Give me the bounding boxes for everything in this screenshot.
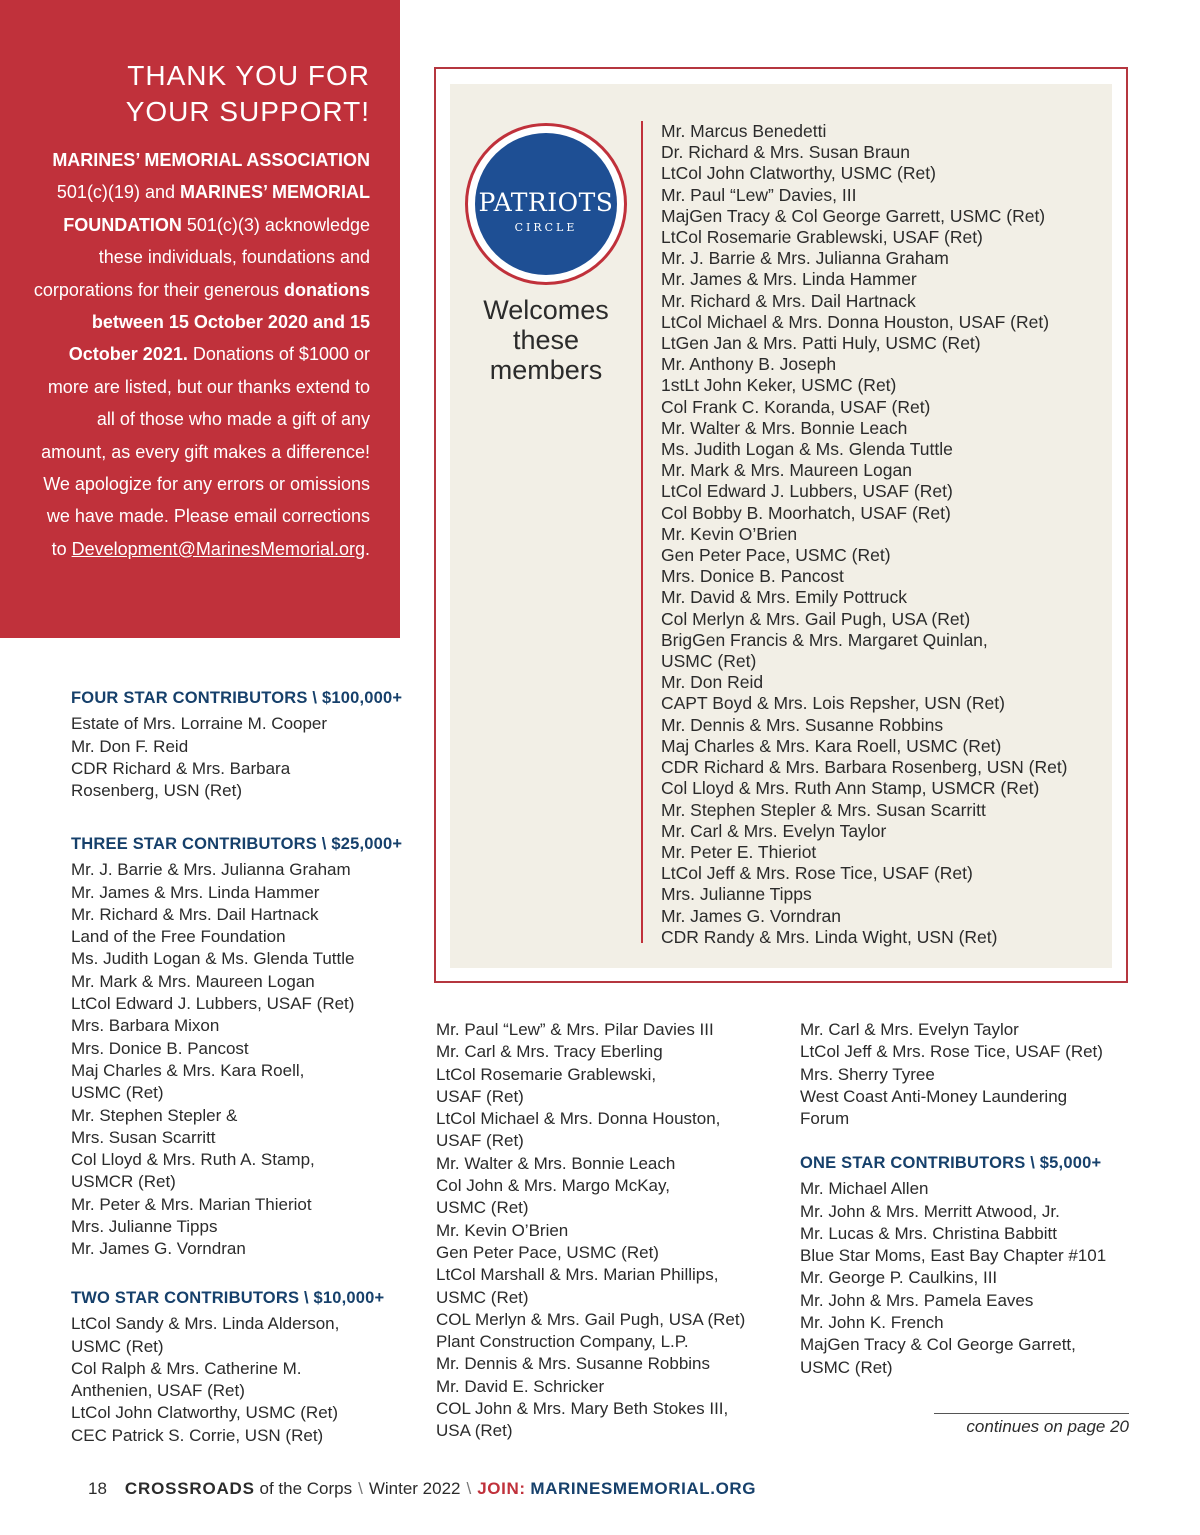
list-item (71, 993, 402, 1015)
list-item-line: Mr. George P. Caulkins, III (800, 1268, 998, 1288)
list-item-line: LtCol John Clatworthy, USMC (Ret) (661, 163, 936, 184)
page-footer (88, 1479, 756, 1499)
list-item-line: Mr. Peter & Mrs. Marian Thieriot (71, 1194, 312, 1214)
list-item (661, 397, 1068, 418)
list-item (71, 1038, 402, 1060)
list-item-line: Mr. Anthony B. Joseph (661, 354, 837, 375)
patriots-circle-badge (465, 123, 627, 285)
list-item (661, 800, 1068, 821)
list-item (661, 757, 1068, 778)
one-star-heading: ONE STAR CONTRIBUTORS \ $5,000+ (800, 1154, 1102, 1172)
ack-part-3: 501(c)(3) acknowledge these individuals, foundations and corporations for their generous (33, 214, 370, 300)
list-item (71, 1216, 402, 1238)
list-item-line: LtCol Michael & Mrs. Donna Houston, (436, 1109, 721, 1129)
list-item-line: USAF (Ret) (436, 1086, 524, 1106)
list-item-line: Mr. Richard & Mrs. Dail Hartnack (71, 904, 319, 924)
list-item-line: Mr. Don Reid (661, 672, 764, 693)
three-star-heading: THREE STAR CONTRIBUTORS \ $25,000+ (71, 835, 403, 853)
list-item (436, 1264, 745, 1309)
list-item (71, 1313, 384, 1358)
list-item-line: Mr. Carl & Mrs. Evelyn Taylor (800, 1020, 1019, 1039)
list-item-line: COL Merlyn & Mrs. Gail Pugh, USA (Ret) (436, 1309, 746, 1329)
list-item (800, 1290, 1106, 1312)
list-item-line: Mr. Richard & Mrs. Dail Hartnack (661, 290, 916, 311)
list-item-line: LtCol Rosemarie Grablewski, (436, 1064, 657, 1084)
list-item (71, 1358, 384, 1403)
list-item-line: Col John & Mrs. Margo McKay, (436, 1176, 670, 1196)
list-item-line: Mr. David & Mrs. Emily Pottruck (661, 587, 908, 608)
badge-inner-circle (475, 133, 617, 275)
ack-part-5: Donations of $1000 or more are listed, but our thanks extend to all of those who made a gift of any amount, as every gift makes a difference! We apologize for any errors or omissions we have made. Please email corrections to (41, 344, 370, 559)
four-star-list (71, 713, 402, 802)
list-item (661, 842, 1068, 863)
list-item-line: CEC Patrick S. Corrie, USN (Ret) (71, 1425, 324, 1445)
list-item-line: Mrs. Donice B. Pancost (71, 1038, 249, 1058)
list-item (661, 269, 1068, 290)
list-item (661, 609, 1068, 630)
list-item-line: Col Ralph & Mrs. Catherine M. (71, 1358, 302, 1378)
issue-label: Winter 2022 (368, 1479, 461, 1498)
list-item-line: Mrs. Susan Scarritt (71, 1127, 216, 1147)
website-link[interactable]: MARINESMEMORIAL.ORG (530, 1479, 757, 1498)
two-star-continued-list (436, 1019, 745, 1443)
list-item-line: USMCR (Ret) (71, 1172, 176, 1192)
list-item (661, 821, 1068, 842)
list-item (661, 375, 1068, 396)
list-item-line: Mr. Don F. Reid (71, 736, 189, 756)
list-item-line: Maj Charles & Mrs. Kara Roell, (71, 1060, 305, 1080)
list-item-line: Gen Peter Pace, USMC (Ret) (661, 545, 891, 566)
list-item (661, 524, 1068, 545)
red-divider-line (641, 121, 643, 943)
list-item (661, 778, 1068, 799)
list-item-line: USMC (Ret) (661, 651, 757, 672)
list-item (436, 1041, 745, 1063)
list-item-line: Mr. Kevin O’Brien (661, 523, 798, 544)
ack-part-1: 501(c)(19) and (56, 182, 180, 203)
list-item-line: Gen Peter Pace, USMC (Ret) (436, 1242, 659, 1262)
list-item-line: Mrs. Donice B. Pancost (661, 566, 844, 587)
acknowledgement-text (30, 144, 370, 565)
list-item (71, 1015, 402, 1037)
list-item-line: Col Frank C. Koranda, USAF (Ret) (661, 396, 931, 417)
thank-you-panel (0, 0, 400, 638)
list-item (661, 291, 1068, 312)
list-item (661, 418, 1068, 439)
email-suffix: . (364, 538, 370, 559)
list-item (661, 545, 1068, 566)
list-item-line: Mr. Walter & Mrs. Bonnie Leach (436, 1153, 676, 1173)
continues-note: continues on page 20 (966, 1417, 1129, 1436)
list-item (661, 460, 1068, 481)
list-item (71, 1105, 402, 1150)
list-item (71, 1060, 402, 1105)
list-item-line: LtCol Jeff & Mrs. Rose Tice, USAF (Ret) (800, 1042, 1103, 1062)
list-item-line: Mr. Carl & Mrs. Evelyn Taylor (661, 820, 887, 841)
patriots-members-list (661, 121, 1068, 948)
list-item (661, 566, 1068, 587)
footer-separator-1: \ (358, 1479, 363, 1498)
list-item (71, 859, 402, 881)
list-item-line: LtCol Sandy & Mrs. Linda Alderson, (71, 1314, 340, 1334)
list-item-line: Estate of Mrs. Lorraine M. Cooper (71, 714, 328, 734)
list-item-line: Col Merlyn & Mrs. Gail Pugh, USA (Ret) (661, 608, 971, 629)
list-item (661, 121, 1068, 142)
list-item (436, 1353, 745, 1375)
corrections-email-link[interactable]: Development@MarinesMemorial.org (71, 538, 365, 559)
list-item-line: Col Bobby B. Moorhatch, USAF (Ret) (661, 502, 951, 523)
page-number: 18 (88, 1479, 107, 1498)
list-item (661, 481, 1068, 502)
list-item-line: Maj Charles & Mrs. Kara Roell, USMC (Ret) (661, 735, 1002, 756)
list-item (661, 227, 1068, 248)
list-item-line: West Coast Anti-Money Laundering (800, 1086, 1068, 1106)
list-item (71, 713, 402, 735)
list-item (661, 439, 1068, 460)
list-item-line: Mr. Lucas & Mrs. Christina Babbitt (800, 1223, 1057, 1243)
list-item (436, 1376, 745, 1398)
list-item-line: USMC (Ret) (800, 1357, 893, 1377)
list-item-line: BrigGen Francis & Mrs. Margaret Quinlan, (661, 629, 988, 650)
list-item-line: Mr. J. Barrie & Mrs. Julianna Graham (661, 248, 949, 269)
join-label: JOIN: (477, 1479, 526, 1498)
list-item-line: LtGen Jan & Mrs. Patti Huly, USMC (Ret) (661, 333, 981, 354)
list-item (661, 248, 1068, 269)
list-item (800, 1223, 1106, 1245)
list-item (436, 1175, 745, 1220)
list-item-line: Mr. Michael Allen (800, 1179, 929, 1199)
list-item (436, 1153, 745, 1175)
thank-you-title (30, 58, 370, 130)
list-item (71, 1149, 402, 1194)
list-item (71, 882, 402, 904)
list-item (71, 736, 402, 758)
four-star-heading: FOUR STAR CONTRIBUTORS \ $100,000+ (71, 689, 403, 707)
list-item (800, 1267, 1106, 1289)
list-item-line: USA (Ret) (436, 1421, 513, 1441)
list-item-line: LtCol Jeff & Mrs. Rose Tice, USAF (Ret) (661, 863, 973, 884)
list-item-line: LtCol Marshall & Mrs. Marian Phillips, (436, 1265, 719, 1285)
list-item-line: LtCol John Clatworthy, USMC (Ret) (71, 1403, 339, 1423)
ack-part-2: MARINES’ MEMORIAL FOUNDATION (63, 182, 370, 235)
list-item-line: Mrs. Sherry Tyree (800, 1064, 935, 1084)
list-item-line: USMC (Ret) (436, 1198, 529, 1218)
welcome-line-2: these (512, 325, 580, 355)
list-item-line: Mr. Paul “Lew” Davies, III (661, 184, 857, 205)
list-item-line: Mr. Carl & Mrs. Tracy Eberling (436, 1042, 663, 1062)
list-item (436, 1309, 745, 1331)
list-item-line: Dr. Richard & Mrs. Susan Braun (661, 142, 910, 163)
list-item-line: Mr. James & Mrs. Linda Hammer (661, 269, 917, 290)
magazine-name: CROSSROADS (124, 1479, 255, 1498)
list-item-line: LtCol Rosemarie Grablewski, USAF (Ret) (661, 227, 983, 248)
list-item-line: Mr. Mark & Mrs. Maureen Logan (71, 971, 315, 991)
list-item-line: Mr. Stephen Stepler & (71, 1105, 238, 1125)
list-item (436, 1242, 745, 1264)
list-item (71, 904, 402, 926)
list-item (661, 333, 1068, 354)
list-item-line: Rosenberg, USN (Ret) (71, 781, 243, 801)
list-item (71, 926, 402, 948)
list-item-line: Mr. Peter E. Thieriot (661, 841, 817, 862)
welcome-line-1: Welcomes (483, 295, 609, 325)
list-item-line: Mr. Stephen Stepler & Mrs. Susan Scarritt (661, 799, 986, 820)
list-item-line: Col Lloyd & Mrs. Ruth Ann Stamp, USMCR (Ret) (661, 778, 1040, 799)
list-item (661, 163, 1068, 184)
list-item (661, 587, 1068, 608)
list-item (661, 927, 1068, 948)
list-item (661, 672, 1068, 693)
list-item-line: Blue Star Moms, East Bay Chapter #101 (800, 1246, 1107, 1266)
two-star-heading: TWO STAR CONTRIBUTORS \ $10,000+ (71, 1289, 385, 1307)
list-item (800, 1019, 1103, 1041)
badge-subtitle: CIRCLE (514, 221, 578, 234)
list-item-line: Mr. Mark & Mrs. Maureen Logan (661, 460, 912, 481)
list-item (800, 1178, 1106, 1200)
list-item-line: CDR Richard & Mrs. Barbara (71, 758, 291, 778)
list-item (71, 1238, 402, 1260)
list-item-line: Mr. Dennis & Mrs. Susanne Robbins (661, 714, 944, 735)
two-star-section (71, 1287, 384, 1447)
list-item-line: Col Lloyd & Mrs. Ruth A. Stamp, (71, 1150, 315, 1170)
list-item-line: Mr. James & Mrs. Linda Hammer (71, 882, 320, 902)
list-item-line: Mr. Paul “Lew” & Mrs. Pilar Davies III (436, 1020, 714, 1039)
list-item-line: Mr. John K. French (800, 1313, 944, 1333)
title-line-1: THANK YOU FOR (127, 60, 370, 91)
two-star-continued-column-2 (800, 1019, 1103, 1130)
badge-title: PATRIOTS (478, 188, 614, 217)
one-star-section (800, 1152, 1106, 1379)
list-item-line: Mrs. Julianne Tipps (661, 884, 812, 905)
list-item-line: Anthenien, USAF (Ret) (71, 1381, 245, 1401)
welcome-text (466, 295, 626, 385)
list-item-line: Mr. Kevin O’Brien (436, 1220, 569, 1240)
list-item (661, 206, 1068, 227)
list-item-line: USMC (Ret) (436, 1287, 529, 1307)
list-item-line: LtCol Edward J. Lubbers, USAF (Ret) (661, 481, 953, 502)
list-item (661, 630, 1068, 672)
two-star-list (71, 1313, 384, 1447)
list-item-line: USMC (Ret) (71, 1083, 164, 1103)
list-item-line: Mr. James G. Vorndran (661, 905, 841, 926)
list-item (71, 1194, 402, 1216)
list-item (71, 1425, 384, 1447)
magazine-name-rest: of the Corps (254, 1479, 353, 1498)
list-item (661, 715, 1068, 736)
list-item-line: Mr. Walter & Mrs. Bonnie Leach (661, 417, 908, 438)
list-item-line: COL John & Mrs. Mary Beth Stokes III, (436, 1399, 729, 1419)
list-item-line: 1stLt John Keker, USMC (Ret) (661, 375, 897, 396)
list-item (436, 1398, 745, 1443)
list-item (436, 1064, 745, 1109)
welcome-line-3: members (489, 355, 603, 385)
list-item-line: Mr. Dennis & Mrs. Susanne Robbins (436, 1354, 711, 1374)
list-item (800, 1041, 1103, 1063)
list-item-line: Mr. J. Barrie & Mrs. Julianna Graham (71, 860, 351, 880)
list-item-line: Ms. Judith Logan & Ms. Glenda Tuttle (661, 439, 953, 460)
list-item (800, 1064, 1103, 1086)
list-item (661, 906, 1068, 927)
list-item-line: CAPT Boyd & Mrs. Lois Repsher, USN (Ret) (661, 693, 1005, 714)
three-star-section (71, 833, 402, 1261)
two-star-continued-column (436, 1019, 745, 1443)
list-item (661, 354, 1068, 375)
list-item (436, 1019, 745, 1041)
list-item-line: Mr. David E. Schricker (436, 1376, 605, 1396)
list-item (71, 1402, 384, 1424)
list-item-line: Land of the Free Foundation (71, 927, 286, 947)
list-item (800, 1086, 1103, 1131)
list-item-line: Mr. Marcus Benedetti (661, 121, 827, 141)
three-star-list (71, 859, 402, 1260)
list-item (661, 863, 1068, 884)
continues-rule (934, 1413, 1129, 1414)
one-star-list (800, 1178, 1106, 1379)
list-item (71, 948, 402, 970)
list-item (661, 312, 1068, 333)
list-item (800, 1201, 1106, 1223)
list-item-line: Forum (800, 1109, 850, 1129)
list-item (661, 736, 1068, 757)
list-item (71, 758, 402, 803)
list-item (800, 1245, 1106, 1267)
list-item-line: Mrs. Barbara Mixon (71, 1016, 220, 1036)
two-star-continued-list-2 (800, 1019, 1103, 1130)
title-line-2: YOUR SUPPORT! (125, 96, 370, 127)
list-item-line: Mr. James G. Vorndran (71, 1239, 246, 1259)
list-item-line: LtCol Michael & Mrs. Donna Houston, USAF (Ret) (661, 311, 1050, 332)
list-item-line: Plant Construction Company, L.P. (436, 1332, 689, 1352)
ack-part-0: MARINES’ MEMORIAL ASSOCIATION (52, 150, 370, 170)
list-item (800, 1312, 1106, 1334)
list-item (71, 971, 402, 993)
list-item (661, 142, 1068, 163)
list-item (661, 185, 1068, 206)
list-item-line: USAF (Ret) (436, 1131, 524, 1151)
list-item-line: MajGen Tracy & Col George Garrett, USMC (Ret) (661, 205, 1046, 226)
list-item (661, 884, 1068, 905)
list-item-line: CDR Richard & Mrs. Barbara Rosenberg, USN (Ret) (661, 757, 1068, 778)
ack-part-4: donations between 15 October 2020 and 15 October 2021. (68, 279, 370, 365)
list-item (661, 693, 1068, 714)
list-item (800, 1334, 1106, 1379)
list-item-line: CDR Randy & Mrs. Linda Wight, USN (Ret) (661, 926, 998, 947)
list-item-line: Mrs. Julianne Tipps (71, 1217, 218, 1237)
footer-separator-2: \ (466, 1479, 472, 1498)
list-item-line: Mr. John & Mrs. Pamela Eaves (800, 1290, 1034, 1310)
list-item-line: LtCol Edward J. Lubbers, USAF (Ret) (71, 994, 355, 1014)
list-item (436, 1108, 745, 1153)
list-item (661, 503, 1068, 524)
list-item-line: MajGen Tracy & Col George Garrett, (800, 1335, 1076, 1355)
list-item-line: USMC (Ret) (71, 1336, 164, 1356)
list-item (436, 1220, 745, 1242)
list-item-line: Mr. John & Mrs. Merritt Atwood, Jr. (800, 1201, 1060, 1221)
list-item (436, 1331, 745, 1353)
list-item-line: Ms. Judith Logan & Ms. Glenda Tuttle (71, 949, 355, 969)
four-star-section (71, 687, 402, 802)
